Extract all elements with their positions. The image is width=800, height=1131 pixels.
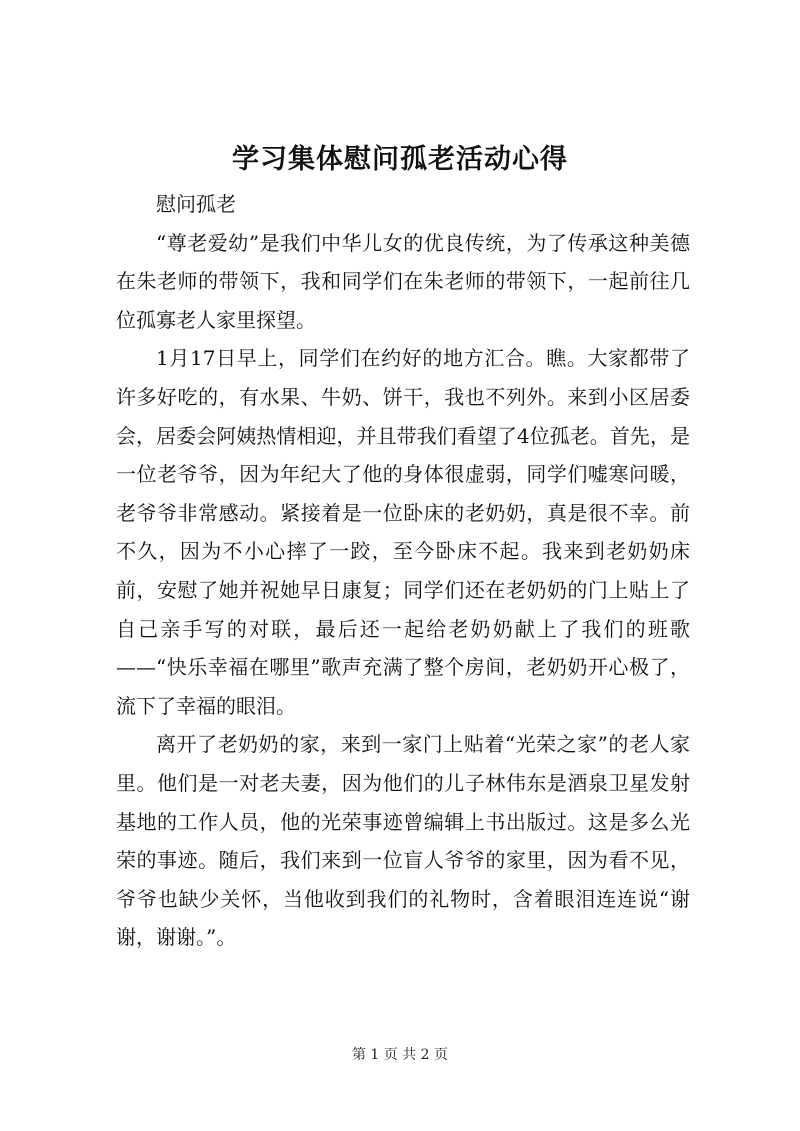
document-body bbox=[116, 185, 690, 957]
page-footer: 第 1 页 共 2 页 bbox=[351, 1047, 449, 1063]
document-title: 学习集体慰问孤老活动心得 bbox=[232, 144, 568, 175]
paragraph-subtitle: 慰问孤老 bbox=[156, 192, 236, 216]
paragraph-3: 离开了老奶奶的家，来到一家门上贴着“光荣之家”的老人家里。他们是一对老夫妻，因为他们的儿子林伟东是酒泉卫星发射基地的工作人员，他的光荣事迹曾编辑上书出版过。这是多么光荣的事迹。随后，我们来到一位盲人爷爷的家里，因为看不见，爷爷也缺少关怀，当他收到我们的礼物时，含着眼泪连连说“谢谢，谢谢。”。 bbox=[116, 732, 690, 950]
paragraph-2: 1月17日早上，同学们在约好的地方汇合。瞧。大家都带了许多好吃的，有水果、牛奶、饼干，我也不列外。来到小区居委会，居委会阿姨热情相迎，并且带我们看望了4位孤老。首先，是一位老爷爷，因为年纪大了他的身体很虚弱，同学们嘘寒问暖，老爷爷非常感动。紧接着是一位卧床的老奶奶，真是很不幸。前不久，因为不小心摔了一跤，至今卧床不起。我来到老奶奶床前，安慰了她并祝她早日康复；同学们还在老奶奶的门上贴上了自己亲手写的对联，最后还一起给老奶奶献上了我们的班歌——“快乐幸福在哪里”歌声充满了整个房间，老奶奶开心极了，流下了幸福的眼泪。 bbox=[116, 346, 690, 718]
paragraph-1: “尊老爱幼”是我们中华儿女的优良传统，为了传承这种美德在朱老师的带领下，我和同学们在朱老师的带领下，一起前往几位孤寡老人家里探望。 bbox=[116, 230, 690, 332]
